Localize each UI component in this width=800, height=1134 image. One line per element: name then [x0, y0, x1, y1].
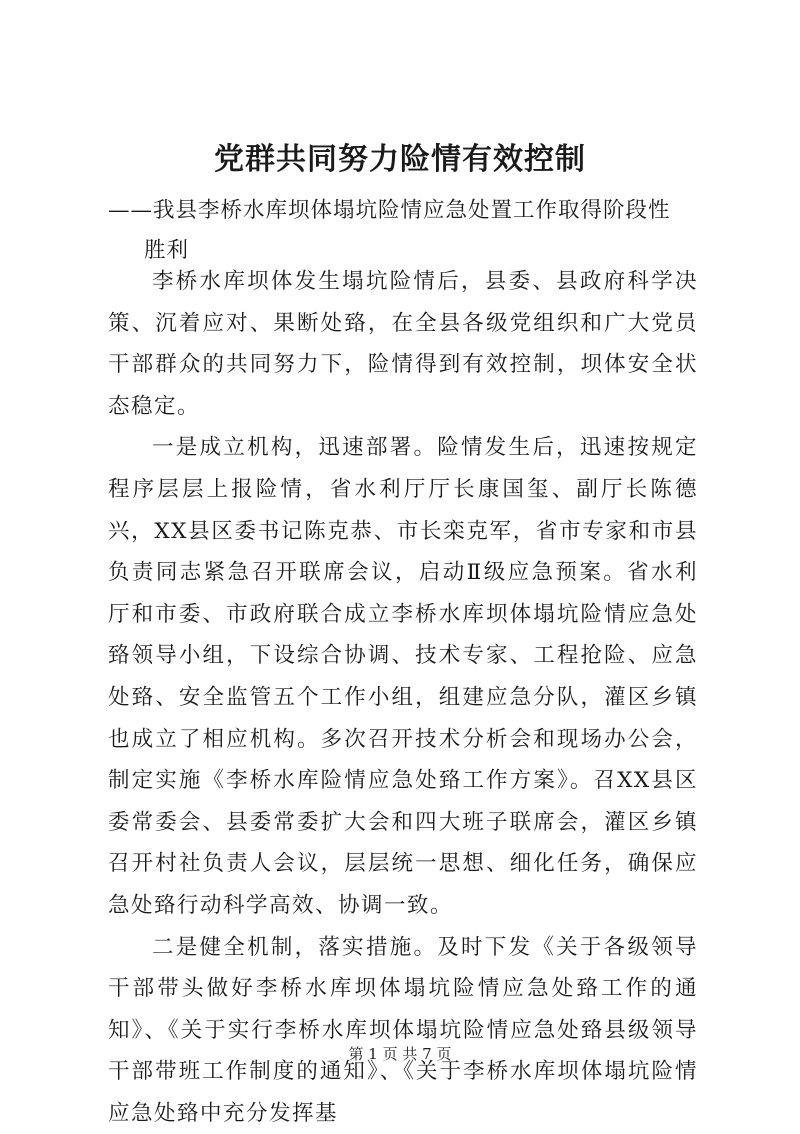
page-footer: 第 1 页 共 7 页 — [0, 1044, 800, 1064]
subtitle-line-1: ——我县李桥水库坝体塌坑险情应急处置工作取得阶段性 — [108, 191, 708, 231]
document-body — [108, 261, 698, 1134]
paragraph-section-1: 一是成立机构，迅速部署。险情发生后，迅速按规定程序层层上报险情，省水利厅厅长康国玺、副厅长陈德兴，XX县区委书记陈克恭、市长栾克军，省市专家和市县负责同志紧急召开联席会议，启动Ⅱ级应急预案。省水利厅和市委、市政府联合成立李桥水库坝体塌坑险情应急处臵领导小组，下设综合协调、技术专家、工程抢险、应急处臵、安全监管五个工作小组，组建应急分队，灌区乡镇也成立了相应机构。多次召开技术分析会和现场办公会，制定实施《李桥水库险情应急处臵工作方案》。召XX县区委常委会、县委常委扩大会和四大班子联席会，灌区乡镇召开村社负责人会议，层层统一思想、细化任务，确保应急处臵行动科学高效、协调一致。 — [108, 427, 698, 926]
document-title: 党群共同努力险情有效控制 — [0, 140, 800, 180]
subtitle-line-2: 胜利 — [108, 231, 708, 271]
paragraph-section-2: 二是健全机制，落实措施。及时下发《关于各级领导干部带头做好李桥水库坝体塌坑险情应急处臵工作的通知》、《关于实行李桥水库坝体塌坑险情应急处臵县级领导干部带班工作制度的通知》、《关于李桥水库坝体塌坑险情应急处臵中充分发挥基 — [108, 927, 698, 1134]
document-subtitle — [108, 191, 708, 271]
paragraph-intro: 李桥水库坝体发生塌坑险情后，县委、县政府科学决策、沉着应对、果断处臵，在全县各级党组织和广大党员干部群众的共同努力下，险情得到有效控制，坝体安全状态稳定。 — [108, 261, 698, 427]
